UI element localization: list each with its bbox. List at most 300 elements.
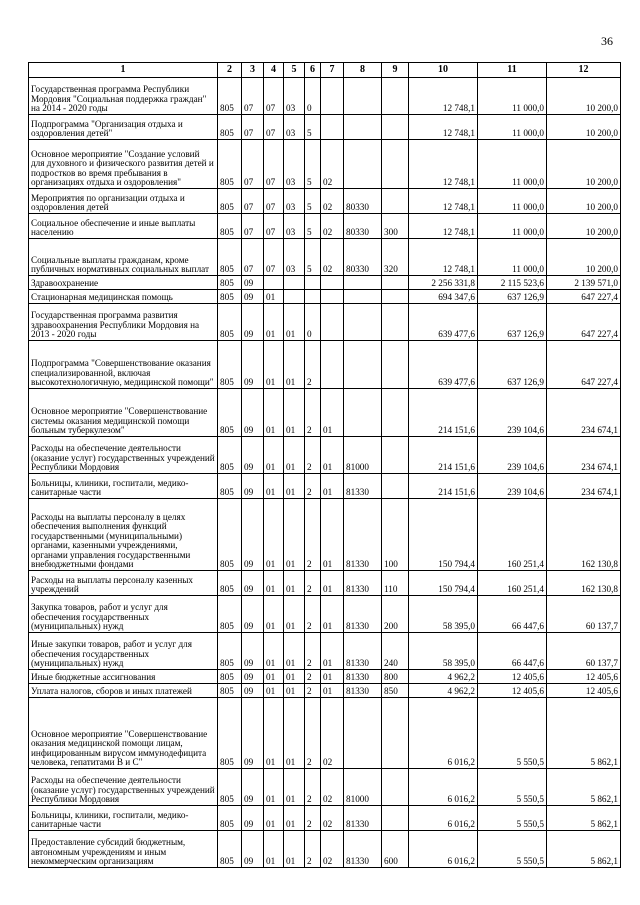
amount-cell: 12 405,6 [547, 684, 621, 698]
code-cell: 01 [284, 437, 305, 474]
code-cell: 03 [284, 140, 305, 189]
code-cell: 2 [305, 437, 321, 474]
code-cell: 805 [218, 341, 242, 389]
code-cell: 805 [218, 115, 242, 140]
code-cell: 805 [218, 831, 242, 868]
code-cell [382, 78, 409, 115]
code-cell: 01 [264, 806, 284, 831]
code-cell: 81000 [344, 769, 382, 806]
amount-cell: 5 550,5 [478, 806, 547, 831]
code-cell: 02 [321, 140, 344, 189]
code-cell: 110 [382, 571, 409, 596]
code-cell [382, 189, 409, 214]
column-header: 7 [321, 63, 344, 78]
code-cell: 2 [305, 474, 321, 499]
code-cell: 2 [305, 698, 321, 769]
code-cell: 0 [305, 78, 321, 115]
amount-cell: 11 000,0 [478, 115, 547, 140]
row-name-cell: Иные закупки товаров, работ и услуг для обеспечения государственных (муниципальных) нужд [29, 633, 218, 670]
code-cell: 805 [218, 684, 242, 698]
column-header: 3 [242, 63, 264, 78]
row-name-cell: Подпрограмма "Организация отдыха и оздоровления детей" [29, 115, 218, 140]
table-row [29, 596, 621, 633]
code-cell [382, 698, 409, 769]
amount-cell: 637 126,9 [478, 304, 547, 341]
code-cell: 01 [284, 474, 305, 499]
code-cell: 01 [264, 341, 284, 389]
code-cell [344, 115, 382, 140]
code-cell [344, 290, 382, 304]
code-cell: 2 [305, 684, 321, 698]
row-name-cell: Иные бюджетные ассигнования [29, 670, 218, 684]
amount-cell: 10 200,0 [547, 189, 621, 214]
code-cell: 2 [305, 571, 321, 596]
code-cell: 07 [242, 189, 264, 214]
code-cell: 07 [242, 239, 264, 276]
code-cell: 07 [264, 78, 284, 115]
code-cell: 805 [218, 276, 242, 290]
code-cell: 09 [242, 437, 264, 474]
code-cell: 02 [321, 831, 344, 868]
code-cell: 09 [242, 276, 264, 290]
amount-cell: 5 550,5 [478, 698, 547, 769]
code-cell: 2 [305, 806, 321, 831]
code-cell: 09 [242, 769, 264, 806]
table-row [29, 290, 621, 304]
code-cell [344, 140, 382, 189]
code-cell: 01 [321, 571, 344, 596]
code-cell: 01 [284, 698, 305, 769]
code-cell: 800 [382, 670, 409, 684]
amount-cell: 11 000,0 [478, 214, 547, 239]
code-cell [344, 341, 382, 389]
code-cell: 01 [284, 670, 305, 684]
column-header: 2 [218, 63, 242, 78]
table-row [29, 633, 621, 670]
code-cell: 03 [284, 214, 305, 239]
row-name-cell: Государственная программа развития здравоохранения Республики Мордовия на 2013 - 2020 годы [29, 304, 218, 341]
code-cell: 09 [242, 290, 264, 304]
code-cell: 2 [305, 499, 321, 571]
code-cell [382, 290, 409, 304]
code-cell: 805 [218, 474, 242, 499]
code-cell: 03 [284, 239, 305, 276]
code-cell: 01 [264, 304, 284, 341]
code-cell: 805 [218, 571, 242, 596]
amount-cell: 12 748,1 [409, 214, 478, 239]
row-name-cell: Стационарная медицинская помощь [29, 290, 218, 304]
column-header: 8 [344, 63, 382, 78]
code-cell: 805 [218, 189, 242, 214]
column-header: 9 [382, 63, 409, 78]
code-cell: 240 [382, 633, 409, 670]
amount-cell: 12 405,6 [478, 684, 547, 698]
code-cell: 2 [305, 769, 321, 806]
amount-cell: 5 862,1 [547, 806, 621, 831]
code-cell: 5 [305, 115, 321, 140]
code-cell [382, 304, 409, 341]
column-header: 4 [264, 63, 284, 78]
amount-cell: 11 000,0 [478, 189, 547, 214]
code-cell: 80330 [344, 239, 382, 276]
code-cell: 01 [264, 571, 284, 596]
code-cell: 5 [305, 239, 321, 276]
amount-cell: 60 137,7 [547, 596, 621, 633]
code-cell: 2 [305, 389, 321, 437]
table-row [29, 769, 621, 806]
code-cell [344, 304, 382, 341]
amount-cell: 4 962,2 [409, 684, 478, 698]
code-cell: 2 [305, 670, 321, 684]
code-cell: 09 [242, 474, 264, 499]
code-cell: 2 [305, 341, 321, 389]
code-cell: 02 [321, 698, 344, 769]
code-cell: 01 [284, 571, 305, 596]
code-cell: 0 [305, 304, 321, 341]
code-cell: 5 [305, 140, 321, 189]
code-cell: 805 [218, 214, 242, 239]
amount-cell: 11 000,0 [478, 140, 547, 189]
code-cell: 81000 [344, 437, 382, 474]
code-cell [321, 115, 344, 140]
table-row [29, 239, 621, 276]
table-row [29, 684, 621, 698]
code-cell: 81330 [344, 499, 382, 571]
row-name-cell: Основное мероприятие "Создание условий для духовного и физического развития детей и подростков во время пребывания в организациях отдыха и оздоровления" [29, 140, 218, 189]
code-cell: 01 [321, 684, 344, 698]
code-cell [382, 341, 409, 389]
code-cell [305, 276, 321, 290]
amount-cell: 239 104,6 [478, 474, 547, 499]
table-row [29, 831, 621, 868]
code-cell: 01 [264, 437, 284, 474]
amount-cell: 11 000,0 [478, 78, 547, 115]
code-cell: 09 [242, 341, 264, 389]
code-cell: 07 [264, 140, 284, 189]
code-cell: 07 [242, 115, 264, 140]
code-cell: 07 [264, 214, 284, 239]
amount-cell: 162 130,8 [547, 571, 621, 596]
code-cell: 01 [284, 831, 305, 868]
row-name-cell: Основное мероприятие "Совершенствование системы оказания медицинской помощи больным туберкулезом" [29, 389, 218, 437]
amount-cell: 6 016,2 [409, 698, 478, 769]
code-cell: 320 [382, 239, 409, 276]
code-cell: 81330 [344, 474, 382, 499]
code-cell: 07 [264, 239, 284, 276]
table-row [29, 474, 621, 499]
row-name-cell: Предоставление субсидий бюджетным, автономным учреждениям и иным некоммерческим организациям [29, 831, 218, 868]
code-cell: 01 [284, 499, 305, 571]
code-cell: 01 [264, 684, 284, 698]
page-number: 36 [601, 34, 613, 48]
row-name-cell: Государственная программа Республики Мордовия "Социальная поддержка граждан" на 2014 - 2020 годы [29, 78, 218, 115]
code-cell: 01 [284, 633, 305, 670]
code-cell [382, 115, 409, 140]
amount-cell: 58 395,0 [409, 596, 478, 633]
code-cell: 01 [321, 670, 344, 684]
column-header: 10 [409, 63, 478, 78]
code-cell: 01 [284, 341, 305, 389]
table-row [29, 78, 621, 115]
header-row [29, 63, 621, 78]
amount-cell: 647 227,4 [547, 341, 621, 389]
code-cell: 81330 [344, 806, 382, 831]
code-cell: 01 [264, 769, 284, 806]
table-row [29, 115, 621, 140]
code-cell: 09 [242, 596, 264, 633]
code-cell: 02 [321, 239, 344, 276]
table-row [29, 341, 621, 389]
code-cell [382, 389, 409, 437]
row-name-cell: Здравоохранение [29, 276, 218, 290]
table-row [29, 437, 621, 474]
code-cell: 07 [264, 115, 284, 140]
amount-cell: 10 200,0 [547, 115, 621, 140]
row-name-cell: Расходы на выплаты персоналу в целях обеспечения выполнения функций государственными (муниципальными) органами, казенными учреждениями, органами управления государственными внебюджетными фондами [29, 499, 218, 571]
code-cell: 5 [305, 214, 321, 239]
code-cell: 09 [242, 304, 264, 341]
amount-cell: 160 251,4 [478, 499, 547, 571]
code-cell: 03 [284, 78, 305, 115]
table-row [29, 806, 621, 831]
code-cell: 805 [218, 140, 242, 189]
code-cell: 80330 [344, 189, 382, 214]
amount-cell: 639 477,6 [409, 341, 478, 389]
code-cell: 07 [242, 78, 264, 115]
column-header: 11 [478, 63, 547, 78]
column-header: 1 [29, 63, 218, 78]
amount-cell: 12 405,6 [547, 670, 621, 684]
amount-cell: 162 130,8 [547, 499, 621, 571]
amount-cell: 4 962,2 [409, 670, 478, 684]
code-cell [321, 341, 344, 389]
code-cell: 01 [321, 499, 344, 571]
amount-cell: 12 748,1 [409, 239, 478, 276]
amount-cell: 60 137,7 [547, 633, 621, 670]
budget-table [28, 62, 621, 868]
table-row [29, 389, 621, 437]
code-cell: 805 [218, 806, 242, 831]
code-cell: 01 [284, 769, 305, 806]
row-name-cell: Расходы на выплаты персоналу казенных учреждений [29, 571, 218, 596]
code-cell [305, 290, 321, 304]
table-row [29, 189, 621, 214]
code-cell: 01 [284, 304, 305, 341]
amount-cell: 6 016,2 [409, 831, 478, 868]
code-cell [382, 474, 409, 499]
code-cell: 805 [218, 633, 242, 670]
code-cell: 01 [321, 596, 344, 633]
code-cell: 805 [218, 389, 242, 437]
code-cell: 81330 [344, 571, 382, 596]
code-cell: 850 [382, 684, 409, 698]
amount-cell: 11 000,0 [478, 239, 547, 276]
amount-cell: 6 016,2 [409, 806, 478, 831]
code-cell: 805 [218, 769, 242, 806]
code-cell: 01 [284, 806, 305, 831]
amount-cell: 5 550,5 [478, 769, 547, 806]
table-body [29, 78, 621, 868]
amount-cell: 5 862,1 [547, 831, 621, 868]
code-cell [321, 290, 344, 304]
row-name-cell: Подпрограмма "Совершенствование оказания специализированной, включая высокотехнологичную, медицинской помощи" [29, 341, 218, 389]
table-row [29, 276, 621, 290]
code-cell: 01 [321, 633, 344, 670]
code-cell [264, 276, 284, 290]
row-name-cell: Социальные выплаты гражданам, кроме публичных нормативных социальных выплат [29, 239, 218, 276]
amount-cell: 2 139 571,0 [547, 276, 621, 290]
code-cell: 01 [264, 596, 284, 633]
code-cell: 01 [264, 831, 284, 868]
code-cell [321, 276, 344, 290]
amount-cell: 12 748,1 [409, 189, 478, 214]
amount-cell: 234 674,1 [547, 474, 621, 499]
table-row [29, 214, 621, 239]
code-cell: 01 [264, 698, 284, 769]
code-cell: 01 [321, 474, 344, 499]
amount-cell: 66 447,6 [478, 596, 547, 633]
table-row [29, 140, 621, 189]
amount-cell: 10 200,0 [547, 239, 621, 276]
amount-cell: 234 674,1 [547, 437, 621, 474]
code-cell: 200 [382, 596, 409, 633]
code-cell: 01 [284, 389, 305, 437]
amount-cell: 694 347,6 [409, 290, 478, 304]
amount-cell: 58 395,0 [409, 633, 478, 670]
row-name-cell: Закупка товаров, работ и услуг для обеспечения государственных (муниципальных) нужд [29, 596, 218, 633]
code-cell [344, 698, 382, 769]
code-cell [344, 78, 382, 115]
code-cell: 805 [218, 499, 242, 571]
code-cell: 2 [305, 633, 321, 670]
amount-cell: 10 200,0 [547, 214, 621, 239]
code-cell: 01 [264, 670, 284, 684]
column-header: 6 [305, 63, 321, 78]
code-cell: 81330 [344, 596, 382, 633]
code-cell: 81330 [344, 831, 382, 868]
code-cell [284, 276, 305, 290]
code-cell: 600 [382, 831, 409, 868]
code-cell: 81330 [344, 684, 382, 698]
amount-cell: 637 126,9 [478, 290, 547, 304]
code-cell: 805 [218, 698, 242, 769]
amount-cell: 239 104,6 [478, 437, 547, 474]
amount-cell: 234 674,1 [547, 389, 621, 437]
amount-cell: 239 104,6 [478, 389, 547, 437]
row-name-cell: Больницы, клиники, госпитали, медико-санитарные части [29, 806, 218, 831]
code-cell [382, 437, 409, 474]
code-cell [321, 304, 344, 341]
code-cell: 07 [264, 189, 284, 214]
amount-cell: 150 794,4 [409, 499, 478, 571]
code-cell: 02 [321, 806, 344, 831]
code-cell: 01 [321, 437, 344, 474]
table-row [29, 571, 621, 596]
table-row [29, 698, 621, 769]
row-name-cell: Мероприятия по организации отдыха и оздоровления детей [29, 189, 218, 214]
code-cell: 09 [242, 670, 264, 684]
code-cell: 805 [218, 596, 242, 633]
code-cell [382, 769, 409, 806]
code-cell: 09 [242, 499, 264, 571]
amount-cell: 214 151,6 [409, 389, 478, 437]
code-cell: 02 [321, 189, 344, 214]
table-row [29, 499, 621, 571]
amount-cell: 2 256 331,8 [409, 276, 478, 290]
column-header: 12 [547, 63, 621, 78]
code-cell: 01 [264, 499, 284, 571]
code-cell: 100 [382, 499, 409, 571]
code-cell: 81330 [344, 633, 382, 670]
code-cell: 805 [218, 239, 242, 276]
amount-cell: 639 477,6 [409, 304, 478, 341]
code-cell: 805 [218, 437, 242, 474]
code-cell: 07 [242, 214, 264, 239]
code-cell: 01 [284, 684, 305, 698]
code-cell: 07 [242, 140, 264, 189]
code-cell: 805 [218, 78, 242, 115]
code-cell: 01 [264, 474, 284, 499]
amount-cell: 10 200,0 [547, 140, 621, 189]
code-cell [382, 276, 409, 290]
code-cell: 09 [242, 571, 264, 596]
code-cell: 805 [218, 670, 242, 684]
code-cell: 09 [242, 806, 264, 831]
amount-cell: 647 227,4 [547, 304, 621, 341]
code-cell: 805 [218, 304, 242, 341]
code-cell: 81330 [344, 670, 382, 684]
amount-cell: 6 016,2 [409, 769, 478, 806]
amount-cell: 12 748,1 [409, 140, 478, 189]
amount-cell: 5 862,1 [547, 698, 621, 769]
amount-cell: 12 405,6 [478, 670, 547, 684]
row-name-cell: Основное мероприятие "Совершенствование оказания медицинской помощи лицам, инфицированным вирусом иммунодефицита человека, гепатитами В и С" [29, 698, 218, 769]
amount-cell: 150 794,4 [409, 571, 478, 596]
code-cell: 09 [242, 684, 264, 698]
code-cell [321, 78, 344, 115]
amount-cell: 637 126,9 [478, 341, 547, 389]
code-cell: 09 [242, 633, 264, 670]
amount-cell: 647 227,4 [547, 290, 621, 304]
amount-cell: 66 447,6 [478, 633, 547, 670]
code-cell: 2 [305, 596, 321, 633]
code-cell: 01 [264, 290, 284, 304]
row-name-cell: Уплата налогов, сборов и иных платежей [29, 684, 218, 698]
amount-cell: 214 151,6 [409, 474, 478, 499]
code-cell: 300 [382, 214, 409, 239]
amount-cell: 12 748,1 [409, 78, 478, 115]
amount-cell: 10 200,0 [547, 78, 621, 115]
amount-cell: 2 115 523,6 [478, 276, 547, 290]
code-cell: 805 [218, 290, 242, 304]
code-cell [382, 806, 409, 831]
code-cell: 01 [264, 633, 284, 670]
code-cell: 80330 [344, 214, 382, 239]
code-cell: 02 [321, 769, 344, 806]
row-name-cell: Социальное обеспечение и иные выплаты населению [29, 214, 218, 239]
amount-cell: 5 550,5 [478, 831, 547, 868]
code-cell: 02 [321, 214, 344, 239]
code-cell: 5 [305, 189, 321, 214]
code-cell: 09 [242, 389, 264, 437]
amount-cell: 214 151,6 [409, 437, 478, 474]
code-cell [344, 389, 382, 437]
code-cell: 09 [242, 831, 264, 868]
code-cell: 01 [264, 389, 284, 437]
table-row [29, 670, 621, 684]
code-cell [284, 290, 305, 304]
amount-cell: 160 251,4 [478, 571, 547, 596]
